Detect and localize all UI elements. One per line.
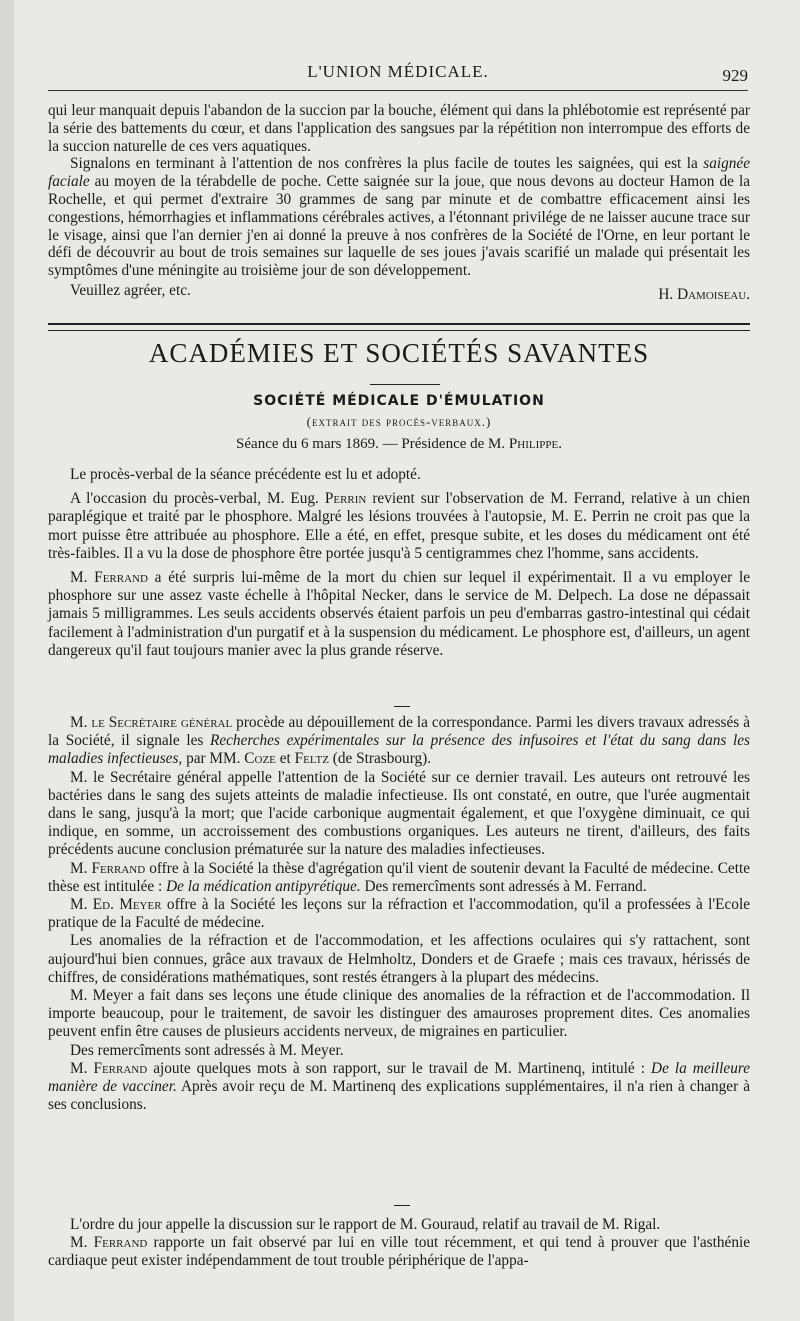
section-title: ACADÉMIES ET SOCIÉTÉS SAVANTES bbox=[148, 338, 650, 368]
minutes-paragraph: M. Ferrand a été surpris lui-même de la mort du chien sur lequel il expérimentait. Il a vu employer le phosphore sur une assez vaste échelle à l'hôpital Necker, dans le service de M. Delpech. La dose ne dépassait jamais 5 milligrammes. Les seuls accidents observés étaient parfois un peu d'embarras gastro-intestinal qui cédait facilement à l'administration d'un purgatif et à la suspension du médicament. Le phosphore est, d'ailleurs, un agent dangereux qu'il faut toujours manier avec la plus grande réserve. bbox=[48, 569, 750, 659]
letter-paragraph: Signalons en terminant à l'attention de nos confrères la plus facile de toutes les saignées, qui est la saignée faciale au moyen de la térabdelle de poche. Cette saignée sur la joue, que nous devons au docteur Hamon de la Rochelle, et qui permet d'extraire 30 grammes de sang par minute et de combattre efficacement ainsi les congestions, hémorrhagies et inflammations cérébrales actives, a l'étonnant privilége de ne laisser aucune trace sur le visage, ainsi que l'an dernier j'en ai donné la preuve à nos confrères de la Société de l'Orne, en leur portant le défi de découvrir au bout de trois semaines sur laquelle de ses joues j'avais scarifié un malade qui présentait les symptômes d'une méningite au troisième jour de son développement. bbox=[48, 155, 750, 280]
minutes-part-3 bbox=[48, 1216, 750, 1271]
session-line: Séance du 6 mars 1869. — Présidence de M. Philippe. bbox=[236, 436, 562, 452]
work-title: De la médication antipyrétique. bbox=[166, 877, 361, 895]
letter-conclusion bbox=[48, 102, 750, 302]
extract-note: (extrait des procès-verbaux.) bbox=[306, 414, 492, 429]
section-divider bbox=[48, 323, 750, 331]
work-title: Recherches expérimentales sur la présence des infusoires et l'état du sang dans les maladies infectieuses, bbox=[48, 732, 750, 768]
person-name: Feltz bbox=[294, 750, 329, 768]
separator-rule bbox=[394, 706, 410, 707]
person-name: Coze bbox=[244, 750, 276, 768]
minutes-paragraph: Des remercîments sont adressés à M. Meyer. bbox=[70, 1041, 344, 1059]
society-name: SOCIÉTÉ MÉDICALE D'ÉMULATION bbox=[253, 393, 545, 409]
closing-formula: Veuillez agréer, etc. bbox=[70, 281, 191, 299]
minutes-paragraph: L'ordre du jour appelle la discussion sur le rapport de M. Gouraud, relatif au travail de M. Rigal. bbox=[70, 1216, 661, 1233]
person-name: M. Ferrand bbox=[70, 569, 148, 587]
separator-rule bbox=[394, 1205, 410, 1206]
minutes-paragraph: M. Ferrand rapporte un fait observé par lui en ville tout récemment, et qui tend à prouver que l'asthénie cardiaque peut exister indépendamment de tout trouble périphérique de l'appa- bbox=[48, 1234, 751, 1270]
letter-paragraph: qui leur manquait depuis l'abandon de la succion par la bouche, élément qui dans la phlébotomie est représenté par la série des battements du cœur, et dans l'application des sangsues par la répétition non interrompue des efforts de la succion naturelle de ces vers aquatiques. bbox=[48, 102, 750, 155]
minutes-paragraph: M. le Secrétaire général appelle l'attention de la Société sur ce dernier travail. Les auteurs ont retrouvé les bactéries dans le sang des sujets atteints de maladie infectieuse. Ils ont constaté, en outre, que l'urée augmentait dans le sang, jusqu'à la mort; que l'acide carbonique augmentait également, et que l'oxygène diminuait, ce qui indique, en somme, un accroissement des combustions organiques. Les auteurs ne tirent, d'ailleurs, des faits précédents aucune conclusion prématurée sur la nature des maladies infectieuses. bbox=[48, 768, 750, 859]
page-header bbox=[48, 58, 748, 88]
running-title: L'UNION MÉDICALE. bbox=[307, 62, 489, 81]
person-name: Perrin bbox=[324, 490, 367, 508]
minutes-paragraph: Les anomalies de la réfraction et de l'accommodation, et les affections oculaires qui s'y rattachent, sont aujourd'hui bien connues, grâce aux travaux de Helmholtz, Donders et de Graefe ; mais ces travaux, hérissés de chiffres, de considérations mathématiques, sont restés étrangers à la plupart des médecins. bbox=[48, 932, 750, 986]
person-name: M. Ed. Meyer bbox=[70, 896, 162, 914]
minutes-paragraph: M. Ferrand offre à la Société la thèse d'agrégation qu'il vient de soutenir devant la Faculté de médecine. Cette thèse est intitulée : De la médication antipyrétique. Des remercîments sont adressés à M. Ferrand. bbox=[48, 859, 751, 895]
minutes-paragraph: Le procès-verbal de la séance précédente est lu et adopté. bbox=[70, 466, 421, 483]
minutes-paragraph: M. Ferrand ajoute quelques mots à son rapport, sur le travail de M. Martinenq, intitulé : De la meilleure manière de vacciner. Après avoir reçu de M. Martinenq des explications supplémentaires, il n'a rien à changer à ses conclusions. bbox=[48, 1059, 751, 1114]
letter-signature-line bbox=[48, 282, 750, 302]
minutes-paragraph: M. Ed. Meyer offre à la Société les leçons sur la réfraction et l'accommodation, qu'il a professées à l'Ecole pratique de la Faculté de médecine. bbox=[48, 896, 750, 932]
emphasis: saignée faciale bbox=[48, 155, 750, 191]
author-signature: H. Damoiseau. bbox=[658, 285, 750, 303]
minutes-part-2 bbox=[48, 714, 750, 1114]
person-name: M. Ferrand bbox=[70, 1234, 148, 1252]
person-name: M. le Secrétaire général bbox=[70, 714, 233, 731]
work-title: De la meilleure manière de vacciner. bbox=[48, 1059, 751, 1096]
person-name: M. Ferrand bbox=[70, 859, 146, 877]
minutes-paragraph: A l'occasion du procès-verbal, M. Eug. Perrin revient sur l'observation de M. Ferrand, relative à un chien paraplégique et traité par le phosphore. Malgré les lésions trouvées à l'autopsie, M. E. Perrin ne croit pas que la mort puisse être attribuée au phosphore. Elle a été, en effet, presque subite, et les doses du médicament ont été très-faibles. Il a vu la dose de phosphore être portée jusqu'à 5 centigrammes chez l'homme, sans accidents. bbox=[48, 490, 750, 562]
person-name: M. Ferrand bbox=[70, 1059, 148, 1077]
title-rule bbox=[370, 384, 440, 385]
minutes-paragraph: M. Meyer a fait dans ses leçons une étude clinique des anomalies de la réfraction et de l'accommodation. Il importe beaucoup, pour le traitement, de savoir les distinguer des amauroses proprement dites. Ces anomalies peuvent enfin être causes de plusieurs accidents nerveux, de migraines en particulier. bbox=[48, 987, 750, 1041]
page-number: 929 bbox=[722, 66, 748, 85]
minutes-paragraph: M. le Secrétaire général procède au dépouillement de la correspondance. Parmi les divers travaux adressés à la Société, il signale les Recherches expérimentales sur la présence des infusoires et l'état du sang dans les maladies infectieuses, par MM. Coze et Feltz (de Strasbourg). bbox=[48, 714, 750, 768]
president-name: Philippe. bbox=[508, 436, 562, 452]
minutes-part-1 bbox=[48, 466, 750, 660]
header-rule bbox=[48, 90, 748, 91]
